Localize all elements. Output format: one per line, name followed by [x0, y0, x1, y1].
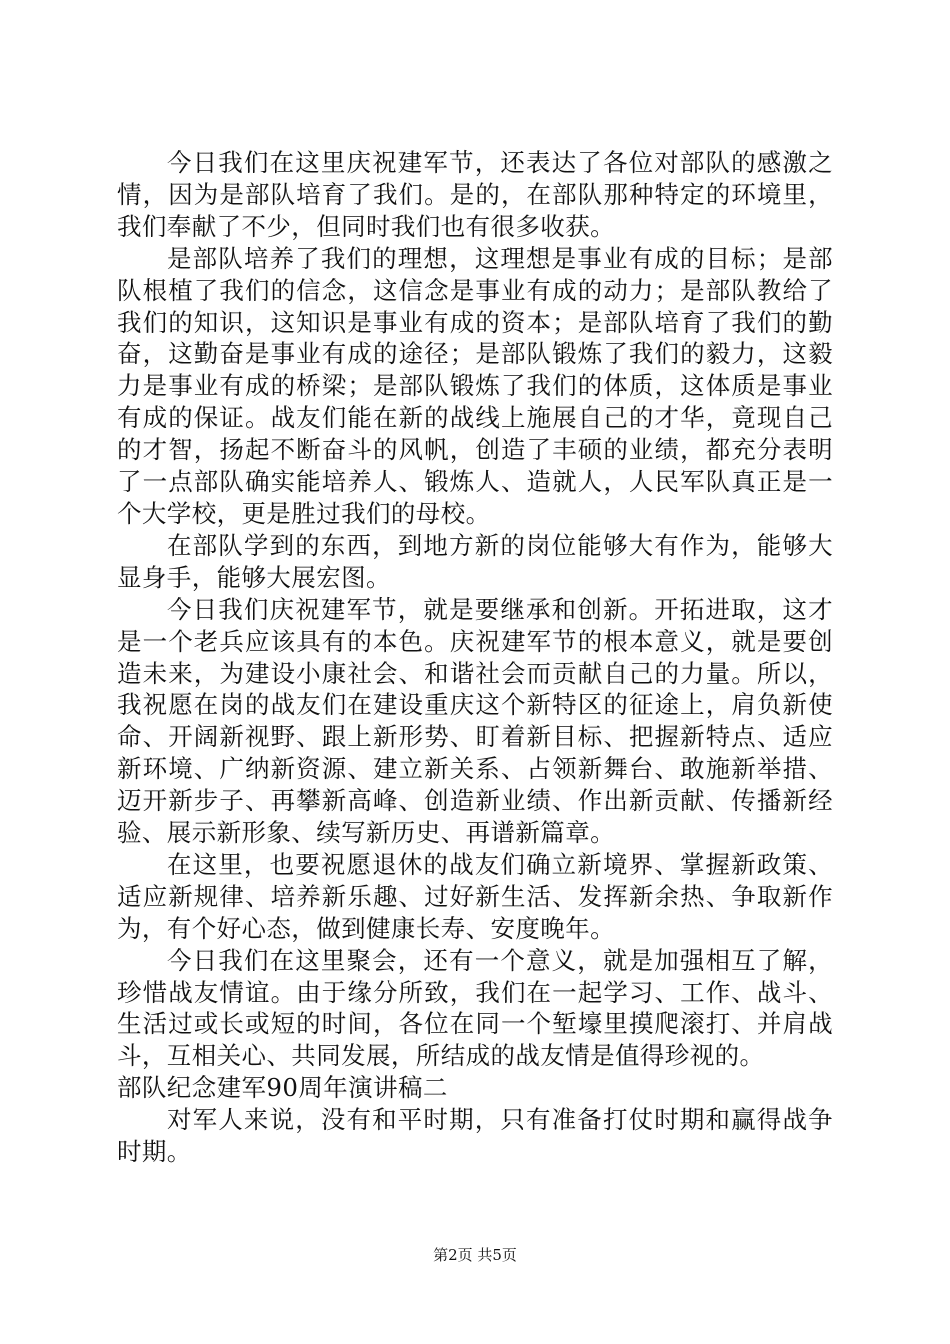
document-body: [117, 147, 833, 1168]
paragraph-4: 今日我们庆祝建军节，就是要继承和创新。开拓进取，这才是一个老兵应该具有的本色。庆祝建军节的根本意义，就是要创造未来，为建设小康社会、和谐社会而贡献自己的力量。所以，我祝愿在岗的战友们在建设重庆这个新特区的征途上，肩负新使命、开阔新视野、跟上新形势、盯着新目标、把握新特点、适应新环境、广纳新资源、建立新关系、占领新舞台、敢施新举措、迈开新步子、再攀新高峰、创造新业绩、作出新贡献、传播新经验、展示新形象、续写新历史、再谱新篇章。: [117, 594, 833, 848]
paragraph-2: 是部队培养了我们的理想，这理想是事业有成的目标；是部队根植了我们的信念，这信念是事业有成的动力；是部队教给了我们的知识，这知识是事业有成的资本；是部队培育了我们的勤奋，这勤奋是事业有成的途径；是部队锻炼了我们的毅力，这毅力是事业有成的桥梁；是部队锻炼了我们的体质，这体质是事业有成的保证。战友们能在新的战线上施展自己的才华，竟现自己的才智，扬起不断奋斗的风帆，创造了丰硕的业绩，都充分表明了一点部队确实能培养人、锻炼人、造就人，人民军队真正是一个大学校，更是胜过我们的母校。: [117, 243, 833, 528]
paragraph-5: 在这里，也要祝愿退休的战友们确立新境界、掌握新政策、适应新规律、培养新乐趣、过好新生活、发挥新余热、争取新作为，有个好心态，做到健康长寿、安度晚年。: [117, 849, 833, 943]
paragraph-1: 今日我们在这里庆祝建军节，还表达了各位对部队的感激之情，因为是部队培育了我们。是的，在部队那种特定的环境里，我们奉献了不少，但同时我们也有很多收获。: [117, 148, 833, 241]
closing-paragraph: 对军人来说，没有和平时期，只有准备打仗时期和赢得战争时期。: [117, 1105, 833, 1167]
paragraph-6: 今日我们在这里聚会，还有一个意义，就是加强相互了解，珍惜战友情谊。由于缘分所致，我们在一起学习、工作、战斗、生活过或长或短的时间，各位在同一个堑壕里摸爬滚打、并肩战斗，互相关心、共同发展，所结成的战友情是值得珍视的。: [117, 945, 833, 1071]
paragraph-3: 在部队学到的东西，到地方新的岗位能够大有作为，能够大显身手，能够大展宏图。: [117, 530, 833, 592]
section-heading: 部队纪念建军90周年演讲稿二: [117, 1073, 448, 1103]
page-footer: 第2页 共5页: [433, 1246, 517, 1264]
